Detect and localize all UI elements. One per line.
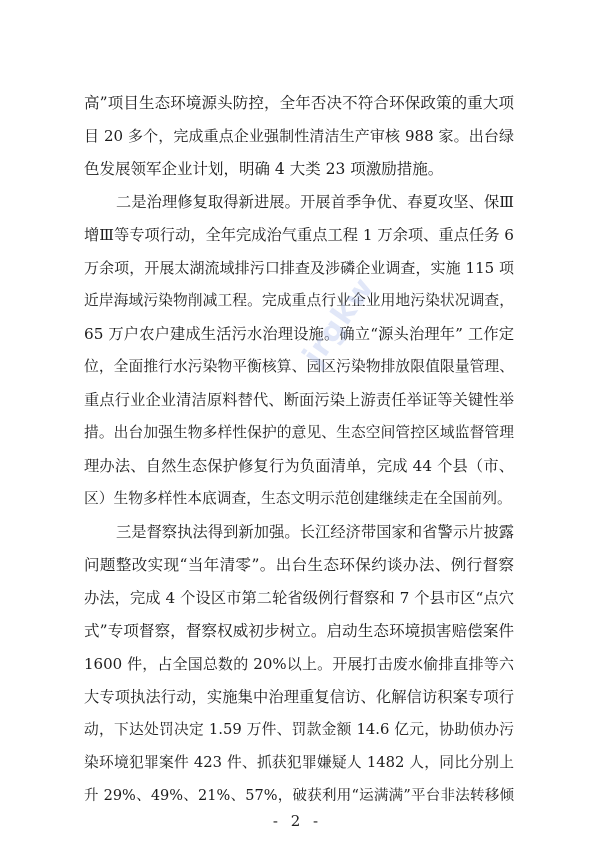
text-line: 目 20 多个，完成重点企业强制性清洁生产审核 988 家。出台绿 — [84, 127, 514, 145]
text-line: 位，全面推行水污染物平衡核算、园区污染物排放限值限量管理、 — [84, 358, 514, 375]
paragraph-start-line: 三是督察执法得到新加强。长江经济带国家和省警示片披露 — [116, 523, 514, 541]
text-line: 高”项目生态环境源头防控，全年否决不符合环保政策的重大项 — [84, 94, 514, 112]
text-line: 1600 件，占全国总数的 20%以上。开展打击废水偷排直排等六 — [84, 655, 514, 673]
text-line: 色发展领军企业计划，明确 4 大类 23 项激励措施。 — [84, 160, 444, 178]
text-line: 升 29%、49%、21%、57%，破获利用“运满满”平台非法转移倾 — [84, 788, 514, 804]
text-line: 问题整改实现“当年清零”。出台生态环保约谈办法、例行督察 — [84, 556, 514, 574]
text-line: 65 万户农户建成生活污水治理设施。确立“源头治理年” 工作定 — [84, 325, 514, 343]
text-line: 理办法、自然生态保护修复行为负面清单，完成 44 个县（市、 — [84, 457, 514, 475]
text-line: 近岸海域污染物削减工程。完成重点行业企业用地污染状况调查， — [84, 292, 514, 309]
text-line: 增Ⅲ等专项行动，全年完成治气重点工程 1 万余项、重点任务 6 — [84, 226, 514, 244]
text-line: 染环境犯罪案件 423 件、抓获犯罪嫌疑人 1482 人，同比分别上 — [84, 754, 514, 771]
watermark: jrgkw — [296, 270, 382, 373]
text-line: 措。出台加强生物多样性保护的意见、生态空间管控区域监督管理 — [84, 424, 514, 441]
paragraph-start-line: 二是治理修复取得新进展。开展首季争优、春夏攻坚、保Ⅲ — [116, 193, 514, 211]
text-line: 动，下达处罚决定 1.59 万件、罚款金额 14.6 亿元，协助侦办污 — [84, 721, 514, 738]
text-line: 重点行业企业清洁原料替代、断面污染上游责任举证等关键性举 — [84, 391, 514, 409]
page-number: - 2 - — [272, 812, 323, 830]
text-line: 万余项，开展太湖流域排污口排查及涉磷企业调查，实施 115 项 — [84, 259, 514, 277]
text-line: 式”专项督察，督察权威初步树立。启动生态环境损害赔偿案件 — [84, 622, 514, 640]
text-line: 区）生物多样性本底调查，生态文明示范创建继续走在全国前列。 — [84, 490, 512, 507]
text-line: 大专项执法行动，实施集中治理重复信访、化解信访积案专项行 — [84, 688, 514, 706]
text-line: 办法，完成 4 个设区市第二轮省级例行督察和 7 个县市区“点穴 — [84, 589, 514, 607]
